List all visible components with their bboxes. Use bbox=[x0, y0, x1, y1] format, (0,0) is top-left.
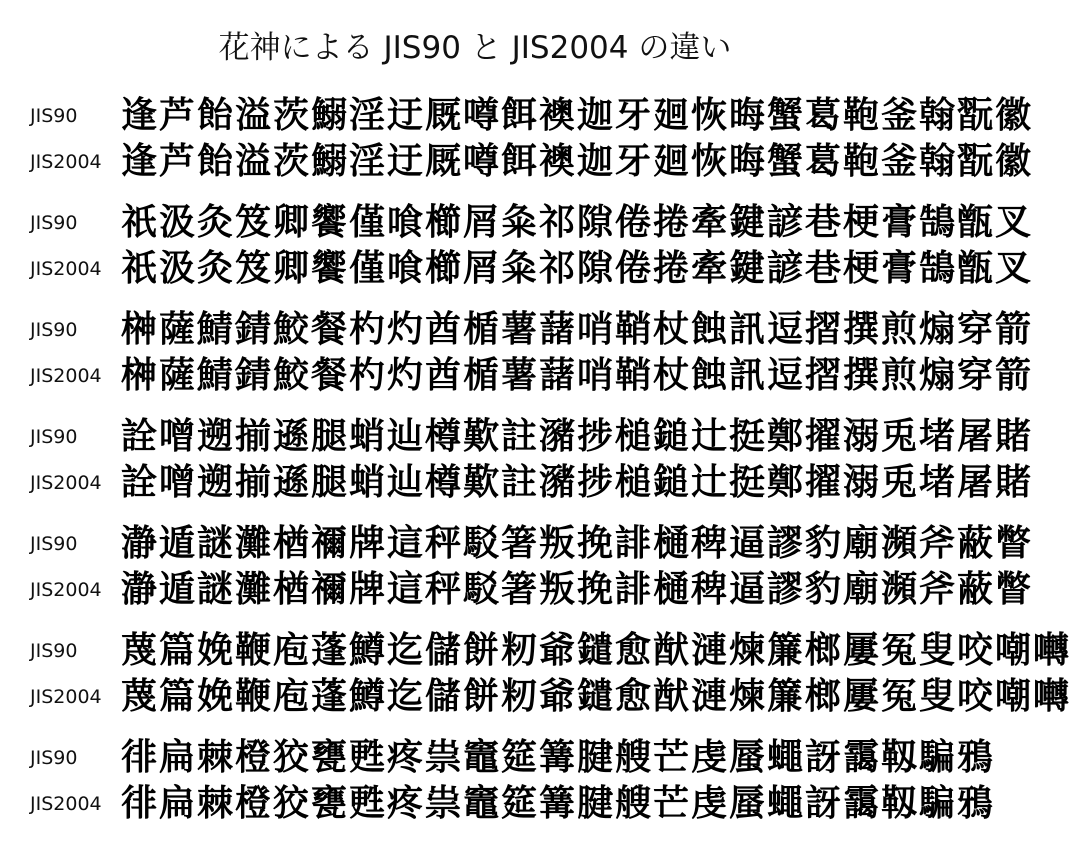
glyph-sample-jis90: 榊薩鯖錆鮫餐杓灼酋楯薯藷哨鞘杖蝕訊逗摺撰煎煽穿箭 bbox=[121, 308, 1034, 350]
row-jis90 bbox=[0, 199, 1034, 245]
row-label-jis90: JIS90 bbox=[30, 319, 78, 341]
row-jis90 bbox=[0, 306, 1034, 352]
row-jis90 bbox=[0, 520, 1034, 566]
row-label-jis2004: JIS2004 bbox=[30, 258, 102, 280]
glyph-group-1 bbox=[0, 92, 1034, 199]
row-label-jis90: JIS90 bbox=[30, 533, 78, 555]
row-jis2004 bbox=[0, 138, 1034, 184]
glyph-sample-jis90: 祇汲灸笈卿饗僅喰櫛屑粂祁隙倦捲牽鍵諺巷梗膏鵠甑叉 bbox=[121, 201, 1034, 243]
glyph-group-6 bbox=[0, 627, 1071, 734]
glyph-group-2 bbox=[0, 199, 1034, 306]
row-label-jis90: JIS90 bbox=[30, 747, 78, 769]
glyph-sample-jis2004: 詮噌遡揃遜腿蛸辿樽歎註瀦捗槌鎚辻挺鄭擢溺兎堵屠賭 bbox=[121, 461, 1034, 503]
glyph-sample-jis90: 詮噌遡揃遜腿蛸辿樽歎註瀦捗槌鎚辻挺鄭擢溺兎堵屠賭 bbox=[121, 415, 1034, 457]
glyph-group-4 bbox=[0, 413, 1034, 520]
glyph-sample-jis2004: 榊薩鯖錆鮫餐杓灼酋楯薯藷哨鞘杖蝕訊逗摺撰煎煽穿箭 bbox=[121, 354, 1034, 396]
glyph-sample-jis90: 逢芦飴溢茨鰯淫迂厩噂餌襖迦牙廻恢晦蟹葛鞄釜翰翫徽 bbox=[121, 94, 1034, 136]
glyph-sample-jis90: 蔑篇娩鞭庖蓬鱒迄儲餅籾爺鑓愈猷漣煉簾榔屢冤叟咬嘲囀 bbox=[121, 629, 1071, 671]
row-label-jis90: JIS90 bbox=[30, 105, 78, 127]
row-jis2004 bbox=[0, 459, 1034, 505]
row-jis90 bbox=[0, 413, 1034, 459]
row-label-jis2004: JIS2004 bbox=[30, 365, 102, 387]
glyph-sample-jis90: 徘扁棘橙狡甕甦疼祟竈筵篝腱艘芒虔蜃蠅訝靄靱騙鴉 bbox=[121, 736, 996, 778]
row-jis90 bbox=[0, 92, 1034, 138]
glyph-group-5 bbox=[0, 520, 1034, 627]
glyph-group-7 bbox=[0, 734, 996, 841]
row-label-jis90: JIS90 bbox=[30, 426, 78, 448]
row-label-jis90: JIS90 bbox=[30, 640, 78, 662]
glyph-sample-jis2004: 瀞遁謎灘楢禰牌這秤駁箸叛挽誹樋稗逼謬豹廟瀕斧蔽瞥 bbox=[121, 568, 1034, 610]
row-label-jis2004: JIS2004 bbox=[30, 579, 102, 601]
glyph-group-3 bbox=[0, 306, 1034, 413]
glyph-sample-jis2004: 逢芦飴溢茨鰯淫迂厩噂餌襖迦牙廻恢晦蟹葛鞄釜翰翫徽 bbox=[121, 140, 1034, 182]
glyph-sample-jis2004: 蔑篇娩鞭庖蓬鱒迄儲餅籾爺鑓愈猷漣煉簾榔屢冤叟咬嘲囀 bbox=[121, 675, 1071, 717]
row-jis2004 bbox=[0, 780, 996, 826]
glyph-sample-jis2004: 祇汲灸笈卿饗僅喰櫛屑粂祁隙倦捲牽鍵諺巷梗膏鵠甑叉 bbox=[121, 247, 1034, 289]
glyph-sample-jis2004: 徘扁棘橙狡甕甦疼祟竈筵篝腱艘芒虔蜃蠅訝靄靱騙鴉 bbox=[121, 782, 996, 824]
row-jis2004 bbox=[0, 673, 1071, 719]
row-jis90 bbox=[0, 627, 1071, 673]
row-label-jis2004: JIS2004 bbox=[30, 472, 102, 494]
comparison-table bbox=[0, 92, 1071, 841]
row-jis2004 bbox=[0, 352, 1034, 398]
row-jis2004 bbox=[0, 566, 1034, 612]
row-jis90 bbox=[0, 734, 996, 780]
row-label-jis2004: JIS2004 bbox=[30, 686, 102, 708]
row-label-jis2004: JIS2004 bbox=[30, 151, 102, 173]
page-title: 花神による JIS90 と JIS2004 の違い bbox=[218, 30, 732, 66]
row-label-jis2004: JIS2004 bbox=[30, 793, 102, 815]
row-label-jis90: JIS90 bbox=[30, 212, 78, 234]
glyph-sample-jis90: 瀞遁謎灘楢禰牌這秤駁箸叛挽誹樋稗逼謬豹廟瀕斧蔽瞥 bbox=[121, 522, 1034, 564]
row-jis2004 bbox=[0, 245, 1034, 291]
